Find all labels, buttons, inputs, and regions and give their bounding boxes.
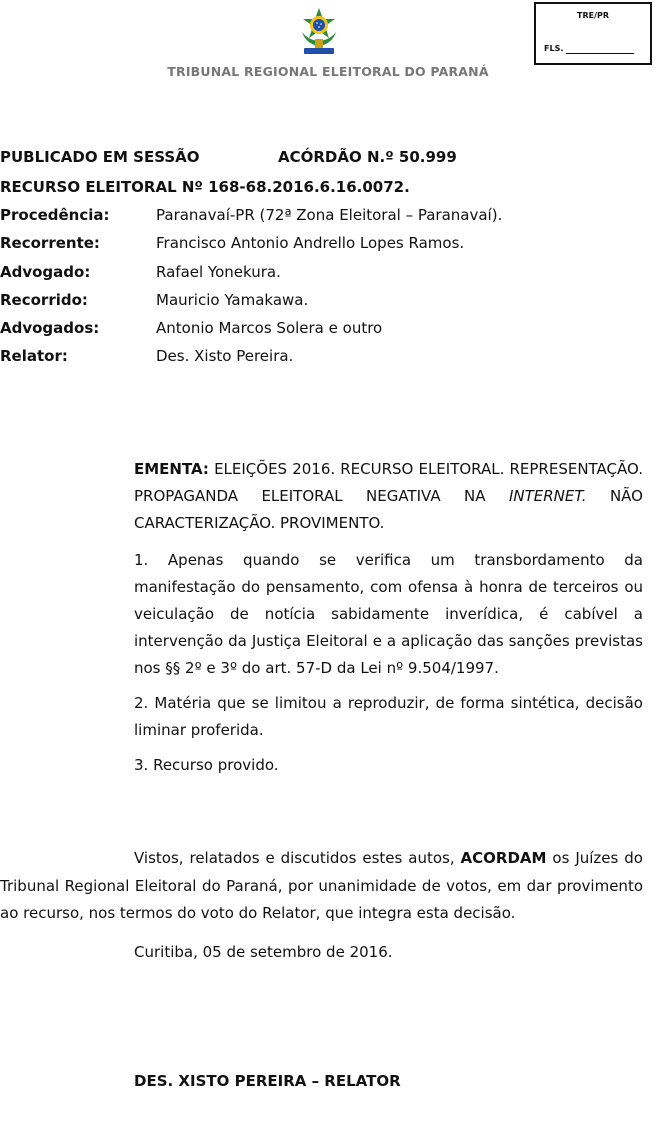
field-value-advogado: Rafael Yonekura. bbox=[156, 263, 281, 281]
ementa-intro-text: ELEIÇÕES 2016. RECURSO ELEITORAL. REPRESENTAÇÃO. PROPAGANDA ELEITORAL NEGATIVA NA bbox=[134, 460, 643, 505]
decision-date: Curitiba, 05 de setembro de 2016. bbox=[134, 943, 393, 961]
field-value-recorrido: Mauricio Yamakawa. bbox=[156, 291, 309, 309]
ementa-item: 2. Matéria que se limitou a reproduzir, de forma sintética, decisão liminar proferida. bbox=[134, 694, 643, 739]
field-value-advogados: Antonio Marcos Solera e outro bbox=[156, 319, 383, 337]
recurso-number: RECURSO ELEITORAL Nº 168-68.2016.6.16.0072. bbox=[0, 178, 410, 196]
field-value-recorrente: Francisco Antonio Andrello Lopes Ramos. bbox=[156, 234, 465, 252]
stamp-fill-line bbox=[566, 53, 634, 54]
ementa-item: 1. Apenas quando se verifica um transbordamento da manifestação do pensamento, com ofensa à honra de terceiros ou veiculação de notícia sabidamente inverídica, é cabível a intervenção da Justiça Eleitoral e a aplicação das sanções previstas nos §§ 2º e 3º do art. 57-D da Lei nº 9.504/1997. bbox=[134, 551, 643, 677]
ementa-item: 3. Recurso provido. bbox=[134, 756, 279, 774]
page-stamp bbox=[534, 2, 652, 65]
ementa-label: EMENTA: bbox=[134, 460, 209, 478]
court-name: TRIBUNAL REGIONAL ELEITORAL DO PARANÁ bbox=[167, 64, 489, 79]
decision-acordam: ACORDAM bbox=[460, 849, 547, 867]
ementa-block bbox=[134, 456, 643, 787]
field-label-advogados: Advogados: bbox=[0, 319, 100, 337]
field-label-recorrente: Recorrente: bbox=[0, 234, 100, 252]
field-label-procedencia: Procedência: bbox=[0, 206, 110, 224]
stamp-label: TRE/PR bbox=[576, 11, 610, 20]
ementa-intro bbox=[134, 456, 643, 537]
ementa-intro-italic: INTERNET. bbox=[508, 487, 587, 505]
ementa-intro-end: NÃO CARACTERIZAÇÃO. PROVIMENTO. bbox=[134, 487, 643, 532]
field-label-advogado: Advogado: bbox=[0, 263, 91, 281]
field-label-recorrido: Recorrido: bbox=[0, 291, 88, 309]
published-label: PUBLICADO EM SESSÃO bbox=[0, 148, 200, 166]
relator-signature: DES. XISTO PEREIRA – RELATOR bbox=[134, 1072, 401, 1090]
coat-of-arms-icon bbox=[296, 6, 342, 56]
decision-text-start: Vistos, relatados e discutidos estes autos, bbox=[134, 849, 455, 867]
field-label-relator: Relator: bbox=[0, 347, 68, 365]
decision-text-end: os Juízes do Tribunal Regional Eleitoral do Paraná, por unanimidade de votos, em dar provimento ao recurso, nos termos do voto do Relator, que integra esta decisão. bbox=[0, 849, 643, 922]
decision-paragraph bbox=[0, 845, 643, 928]
field-value-procedencia: Paranavaí-PR (72ª Zona Eleitoral – Paranavaí). bbox=[156, 206, 503, 224]
acordao-number: ACÓRDÃO N.º 50.999 bbox=[278, 148, 457, 166]
stamp-fls-label: FLS. bbox=[544, 44, 564, 53]
field-value-relator: Des. Xisto Pereira. bbox=[156, 347, 294, 365]
